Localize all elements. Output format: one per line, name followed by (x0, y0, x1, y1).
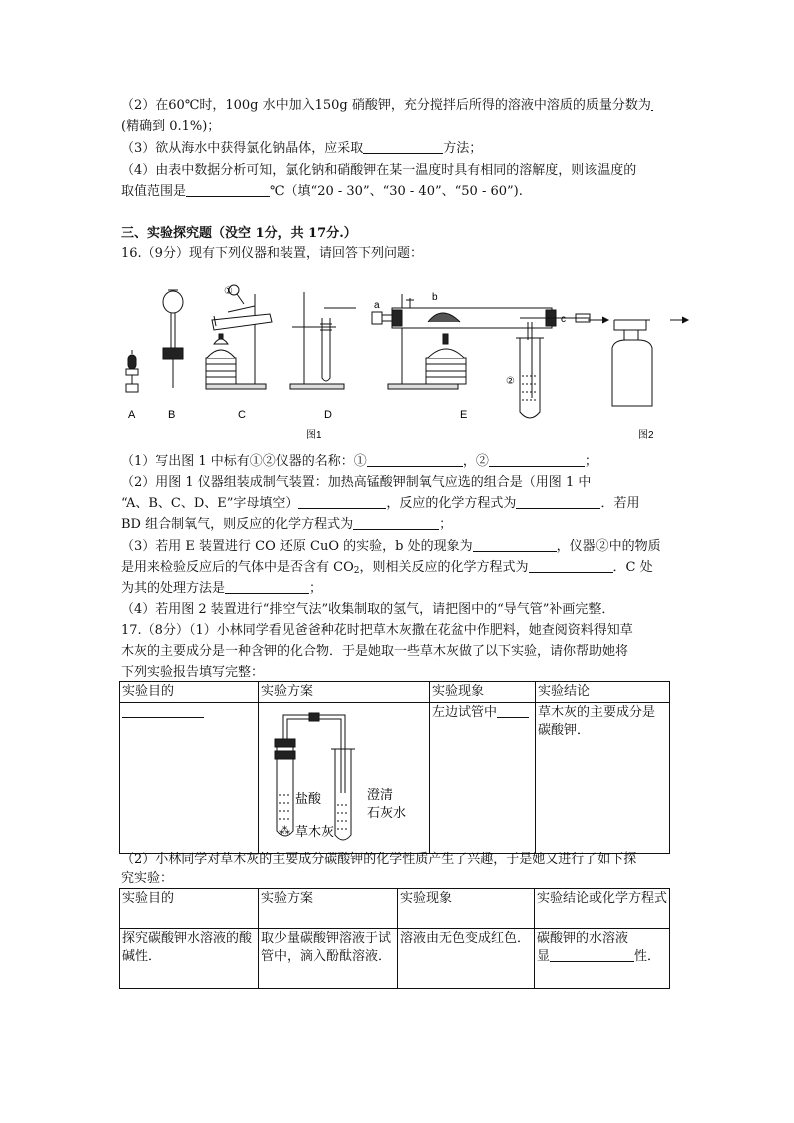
table1-phenomenon-cell (430, 703, 536, 854)
table1-plan-cell (259, 703, 430, 854)
q16-part3-line2 (121, 559, 653, 580)
figure1-caption: 图1 (306, 430, 322, 441)
apparatus-figure (259, 703, 425, 847)
marker-1: ① (224, 286, 233, 297)
q15-part2-line2: (精确到 0.1%)； (121, 119, 221, 134)
report-table-1 (119, 681, 670, 854)
table1-purpose-cell (120, 703, 259, 854)
q16-part3-line3 (121, 580, 322, 598)
marker-2: ② (506, 376, 515, 387)
q16-part2-line3 (121, 516, 452, 534)
label-B: B (168, 409, 176, 421)
q16-part3-text: （3）若用 E 装置进行 CO 还原 CuO 的实验，b 处的现象为 (121, 539, 473, 554)
funnel-icon (163, 290, 183, 388)
answer-blank[interactable] (529, 559, 613, 573)
q15-part2-line1 (121, 97, 653, 115)
table2-conclusion-tail: 性． (634, 949, 661, 964)
dropper-icon (126, 350, 138, 392)
answer-blank[interactable] (489, 453, 585, 467)
answer-blank[interactable] (497, 704, 529, 718)
report-table-2 (119, 888, 670, 989)
table2-conclusion-line2 (537, 948, 667, 966)
label-acid: 盐酸 (295, 791, 322, 806)
answer-blank[interactable] (516, 495, 600, 509)
q16-figure (110, 278, 700, 446)
co-reduction-apparatus-icon (372, 294, 590, 418)
q15-part3-tail: 方法； (443, 141, 483, 156)
q16-part4: （4）若用图 2 装置进行“排空气法”收集制取的氢气，请把图中的“导气管”补画完整． (121, 602, 615, 617)
answer-blank[interactable] (186, 183, 270, 197)
q16-part2-line2 (121, 495, 639, 513)
table2-header-plan: 实验方案 (259, 889, 398, 929)
q16-part3-tail: ．C 处 (612, 560, 653, 575)
q16-part3-line1 (121, 538, 661, 556)
q16-part2-mid: ，反应的化学方程式为 (386, 496, 517, 511)
q15-part4-line2 (121, 183, 523, 201)
table2-header-purpose: 实验目的 (120, 889, 259, 929)
gas-bottle-icon (588, 317, 688, 406)
answer-blank[interactable] (367, 453, 463, 467)
q16-part2-line1: （2）用图 1 仪器组装成制气装置：加热高锰酸钾制氧气应选的组合是（用图 1 中 (121, 475, 592, 490)
table2-conclusion-text: 碳酸钾的水溶液 (537, 931, 629, 946)
table1-header-plan: 实验方案 (259, 682, 430, 703)
table2-header-conclusion: 实验结论或化学方程式 (535, 889, 670, 929)
answer-blank[interactable] (651, 97, 653, 111)
table2-conclusion-mid: 显 (537, 949, 551, 964)
point-c: c (561, 314, 566, 325)
q16-part1 (121, 453, 598, 471)
q16-part1-text: （1）写出图 1 中标有①②仪器的名称：① (121, 454, 367, 469)
label-D: D (324, 409, 332, 421)
q17-stem-line1: 17.（8分）（1）小林同学看见爸爸种花时把草木灰撒在花盆中作肥料，她查阅资料得知草 (121, 623, 633, 638)
q16-part3-mid2: ，则相关反应的化学方程式为 (359, 560, 529, 575)
q15-part3 (121, 140, 482, 158)
point-b: b (432, 292, 438, 303)
q17-stem-line2: 木灰的主要成分是一种含钾的化合物．于是她取一些草木灰做了以下实验，请你帮助她将 (121, 644, 629, 659)
q16-stem: 16.（9分）现有下列仪器和装置，请回答下列问题： (121, 246, 423, 261)
q16-part1-mid: ，② (462, 454, 489, 469)
q17-part2-line2: 究实验： (121, 871, 174, 886)
label-lime-1: 澄清 (367, 787, 394, 802)
table1-phenomenon-text: 左边试管中 (432, 705, 498, 720)
table2-phenomenon-cell: 溶液由无色变成红色． (398, 929, 535, 989)
q16-part1-tail: ； (584, 454, 598, 469)
figure2-caption: 图2 (638, 430, 654, 441)
label-E: E (460, 409, 468, 421)
table2-header-phenomenon: 实验现象 (398, 889, 535, 929)
table1-header-phenomenon: 实验现象 (430, 682, 536, 703)
table1-conclusion-cell: 草木灰的主要成分是碳酸钾． (536, 703, 670, 854)
answer-blank[interactable] (122, 704, 204, 718)
answer-blank[interactable] (363, 140, 443, 154)
q16-part3-text2: 是用来检验反应后的气体中是否含有 CO (121, 560, 354, 575)
section-heading: 三、实验探究题（没空 1分，共 17分.） (121, 226, 357, 241)
q16-part3-text3: 为其的处理方法是 (121, 581, 226, 596)
answer-blank[interactable] (225, 580, 309, 594)
q17-part2-line1: （2）小林同学对草木灰的主要成分碳酸钾的化学性质产生了兴趣，于是她又进行了如下探 (121, 852, 637, 867)
heating-apparatus-icon (206, 285, 272, 389)
q15-part4-line1: （4）由表中数据分析可知，氯化钠和硝酸钾在某一温度时具有相同的溶解度，则该温度的 (121, 163, 637, 178)
q16-part3-mid: ，仪器②中的物质 (556, 539, 661, 554)
answer-blank[interactable] (550, 948, 634, 962)
point-a: a (374, 300, 380, 311)
answer-blank[interactable] (473, 538, 557, 552)
table2-conclusion-cell (535, 929, 670, 989)
q15-part4-tail: ℃（填“20 - 30”、“30 - 40”、“50 - 60”). (270, 184, 523, 199)
answer-blank[interactable] (298, 495, 386, 509)
test-tube-stand-icon (290, 292, 356, 389)
q16-part2-text: “A、B、C、D、E”字母填空） (121, 496, 299, 511)
q16-part3-tail3: ； (309, 581, 323, 596)
label-A: A (128, 409, 136, 421)
label-C: C (238, 409, 246, 421)
table2-purpose-cell: 探究碳酸钾水溶液的酸碱性． (120, 929, 259, 989)
table2-plan-cell: 取少量碳酸钾溶液于试管中，滴入酚酞溶液． (259, 929, 398, 989)
q16-part2-tail2: ； (439, 517, 453, 532)
q17-stem-line3: 下列实验报告填写完整： (121, 665, 265, 680)
table1-header-conclusion: 实验结论 (536, 682, 670, 703)
answer-blank[interactable] (353, 516, 439, 530)
table1-header-purpose: 实验目的 (120, 682, 259, 703)
ash-symbol: ⁂ (279, 825, 290, 837)
q15-part3-text: （3）欲从海水中获得氯化钠晶体，应采取 (121, 141, 364, 156)
q16-part2-text2: BD 组合制氧气，则反应的化学方程式为 (121, 517, 354, 532)
label-lime-2: 石灰水 (367, 805, 407, 820)
subscript-2: 2 (353, 566, 360, 576)
q15-part4-text: 取值范围是 (121, 184, 187, 199)
q16-part2-tail: ．若用 (600, 496, 640, 511)
q15-part2-text: （2）在60℃时，100g 水中加入150g 硝酸钾，充分搅拌后所得的溶液中溶质的质量分数为 (121, 98, 651, 113)
label-ash: 草木灰 (295, 824, 335, 839)
